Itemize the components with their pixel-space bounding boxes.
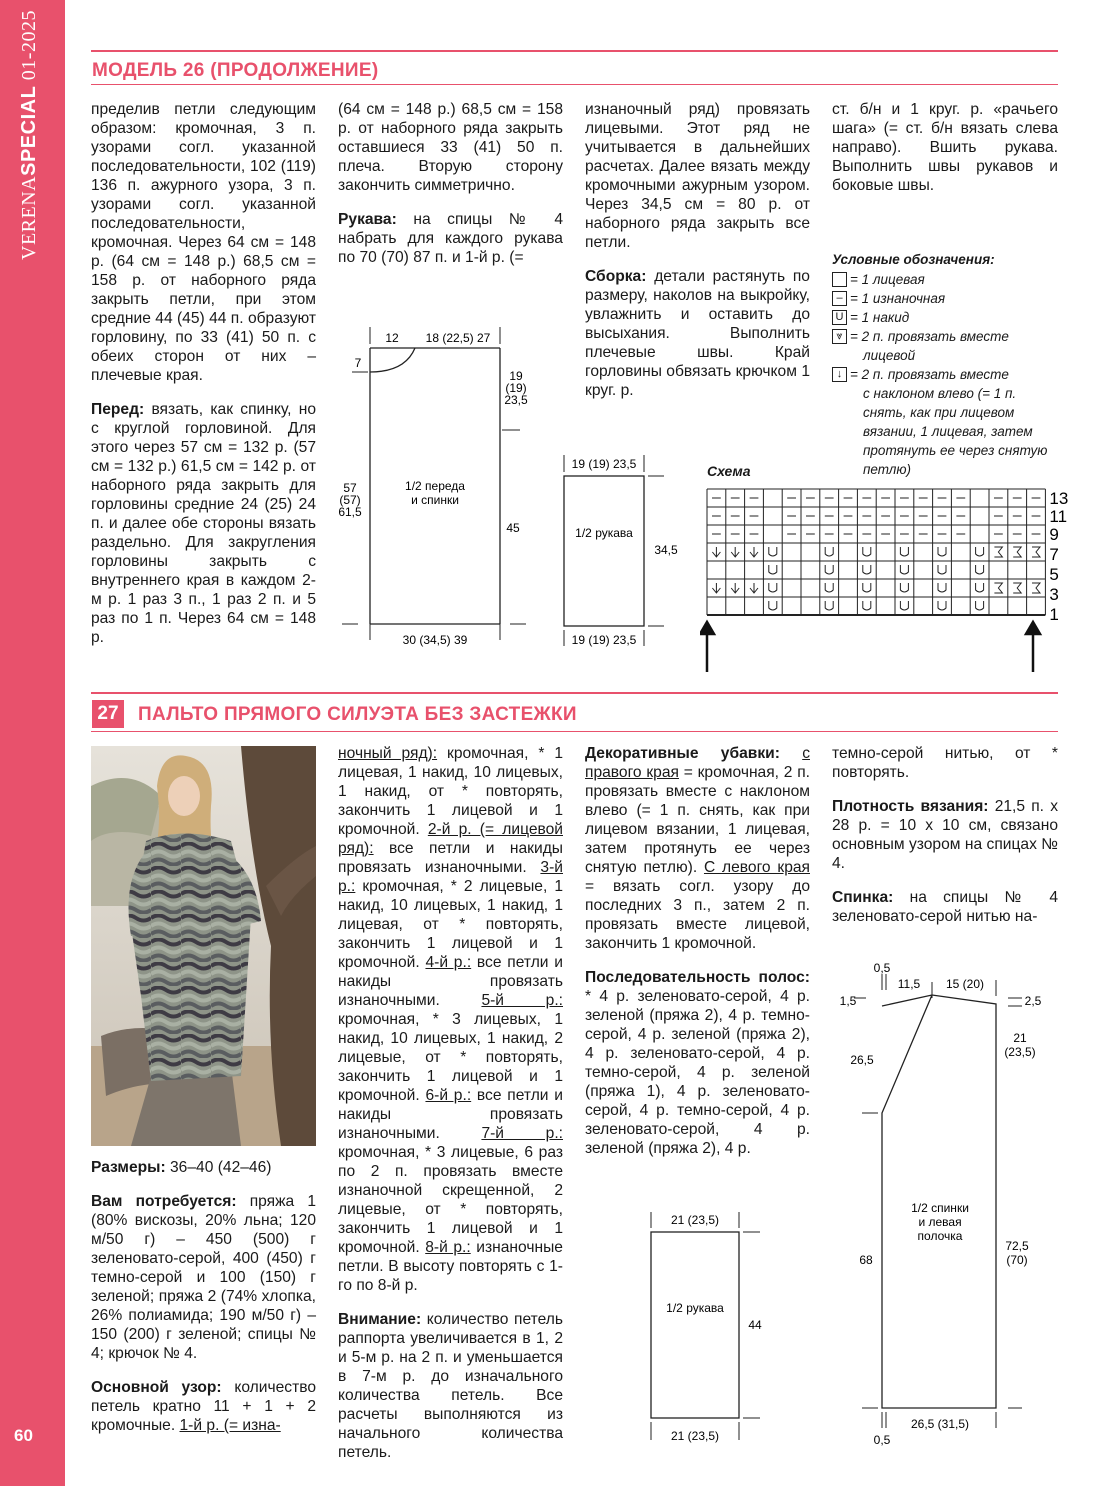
s2-column-3	[585, 744, 810, 1173]
piece-label-b: и спинки	[411, 493, 459, 507]
chart-row-label: 3	[1049, 585, 1059, 604]
piece-label-a: 1/2 переда	[405, 479, 465, 493]
dim-edge-bottom: 0,5	[873, 1433, 891, 1447]
dim-armhole-b: (19)	[505, 381, 527, 395]
s1-column-2	[338, 100, 563, 282]
back-paragraph: Спинка: на спицы № 4 зеленовато-серой нитью на-	[832, 889, 1058, 925]
section2-rule	[91, 692, 1058, 694]
dim-neck-width: 12	[385, 331, 399, 345]
finishing-text: ст. б/н и 1 круг. р. «рачьего шага» (= ст. б/н вязать слева направо). Вшить рукава. Выполнить швы рукавов и боковые швы.	[832, 101, 1058, 194]
schema-title: Схема	[707, 463, 751, 479]
coat-back-diagram	[836, 958, 1076, 1453]
s2-column-1	[91, 1158, 316, 1450]
dim-length-c: 61,5	[338, 505, 362, 519]
title-rule	[91, 84, 1058, 85]
section1-title: МОДЕЛЬ 26 (ПРОДОЛЖЕНИЕ)	[92, 60, 379, 81]
dim-coat-sleeve-top: 21 (23,5)	[670, 1213, 720, 1227]
knit-symbol-icon	[832, 272, 847, 287]
dim-coat-sleeve-length: 44	[748, 1318, 762, 1332]
s1-column-1	[91, 100, 316, 662]
dim-neck-back: 11,5	[897, 977, 921, 991]
dim-back-bottom: 26,5 (31,5)	[910, 1417, 970, 1431]
dim-length-a: 57	[343, 481, 357, 495]
s1-column-3	[585, 100, 810, 415]
stripe-end-text: темно-серой нитью, от * повторять.	[832, 745, 1058, 781]
legend-k2tog-cont: лицевой	[863, 348, 916, 363]
assembly-paragraph: Сборка: детали растянуть по размеру, наколов на выкройку, увлажнить и оставить до высыхания. Выполнить плечевые швы. Край горловины обвязать крючком 1 круг. р.	[585, 268, 810, 399]
dim-edge-top: 0,5	[873, 961, 891, 975]
attention-paragraph: Внимание: количество петель раппорта увеличивается в 1, 2 и 5-м р. на 2 п. и уменьшается в 7-м р. до изначального количества петель. Все расчеты выполняются из начального количества петель.	[338, 1311, 563, 1461]
k2tog-symbol-icon: ⩔	[832, 329, 847, 344]
symbol-legend	[832, 250, 1062, 479]
back-continued-text: пределив петли следующим образом: кромочная, 3 п. узорами согл. указанной последовательности, 102 (119) 136 п. ажурного узора, 3 п. узорами согл. указанной последовательности, кромочная. Через 64 см = 148 р. (64 см = 148 р.) 68,5 см = 158 р. от наборного ряда закрыть петли, при этом средние 44 (45) 44 п. образуют горловину, по 33 (41) 50 п. с обеих сторон от них – плечевые края.	[91, 101, 316, 384]
legend-purl: – = 1 изнаночная	[832, 289, 1062, 308]
s1-column-4	[832, 100, 1058, 210]
dim-sleeve-bottom: 19 (19) 23,5	[571, 633, 637, 647]
dim-armhole-back-b: (23,5)	[1004, 1045, 1036, 1059]
pattern-rows-paragraph: ночный ряд): кромочная, * 1 лицевая, 1 накид, 10 лицевых, 1 накид, от * повторять, закончить 1 лицевой и 1 кромочной. 2-й р. (= лицевой ряд): все петли и накиды провязать изнаночными. 3-й р.: кромочная, * 2 лицевые, 1 накид, 10 лицевых, 1 накид, 1 лицевая, от * повторять, закончить 1 лицевой и 1 кромочной. 4-й р.: все петли и накиды провязать изнаночными. 5-й р.: кромочная, * 3 лицевых, 1 накид, 10 лицевых, 1 накид, 2 лицевые, от * повторять, закончить 1 лицевой и 1 кромочной. 6-й р.: все петли и накиды провязать изнаночными. 7-й р.: кромочная, * 3 лицевые, 6 раз по 2 п. провязать вместе изнаночной скрещенной, 2 лицевые, от * повторять, закончить 1 лицевой и 1 кромочной. 8-й р.: изнаночные петли. В высоту повторять с 1-го по 8-й р.	[338, 745, 563, 1294]
dim-body-height: 45	[506, 521, 520, 535]
stripe-sequence-paragraph: Последовательность полос: * 4 р. зеленовато-серой, 4 р. зеленой (пряжа 2), 4 р. темно-серой, 4 р. зеленой (пряжа 2), 4 р. зеленовато-серой, 4 р. темно-серой, 4 р. зеленой (пряжа 1), 4 р. зеленовато-серой, 4 р. темно-серой, 4 р. зеленовато-серой, 4 р. зеленой (пряжа 2), 4 р.	[585, 969, 810, 1157]
legend-title: Условные обозначения:	[832, 252, 995, 267]
section2-title: ПАЛЬТО ПРЯМОГО СИЛУЭТА БЕЗ ЗАСТЕЖКИ	[138, 704, 577, 725]
dim-armhole-c: 23,5	[504, 393, 528, 407]
dim-sleeve-top: 19 (19) 23,5	[571, 457, 637, 471]
dim-neck-depth: 7	[354, 356, 362, 370]
dim-shoulder-slope: 2,5	[1024, 994, 1042, 1008]
coat-photo-illustration	[91, 746, 316, 1146]
legend-yarnover: U = 1 накид	[832, 308, 1062, 327]
chart-row-label: 1	[1049, 605, 1059, 624]
back-label-a: 1/2 спинки	[911, 1201, 969, 1215]
ssk-symbol-icon: ↓	[832, 367, 847, 382]
sleeve-label: 1/2 рукава	[575, 526, 633, 540]
legend-knit: = 1 лицевая	[832, 270, 1062, 289]
legend-ssk-cont2: снять, как при лицевом вязании, 1 лицевая, затем протянуть ее через снятую петлю)	[863, 405, 1048, 477]
model-number-badge: 27	[92, 700, 124, 728]
dim-shoulder-back: 15 (20)	[945, 977, 985, 991]
dim-neck-rise: 1,5	[839, 994, 857, 1008]
main-pattern-paragraph: Основной узор: количество петель кратно 11 + 1 + 2 кромочные. 1-й р. (= изна-	[91, 1379, 316, 1434]
dim-armhole-back-a: 21	[1013, 1031, 1027, 1045]
legend-ssk-cont1: с наклоном влево (= 1 п.	[863, 386, 1017, 401]
shoulder-text: (64 см = 148 р.) 68,5 см = 158 р. от наборного ряда закрыть оставшиеся 33 (41) 50 п. плеча. Вторую сторону закончить симметрично.	[338, 101, 563, 194]
dim-armhole-a: 19	[509, 369, 523, 383]
dim-back-length-a: 72,5	[1005, 1239, 1029, 1253]
dim-neckline-depth: 26,5	[850, 1053, 874, 1067]
chart-row-label: 13	[1049, 489, 1069, 508]
s2-column-2	[338, 744, 563, 1477]
decreases-paragraph: Декоративные убавки: с правого края = кромочная, 2 п. провязать вместе с наклоном влево (= 1 п. снять, как при лицевом вязании, 1 лицевая, затем протянуть ее через снятую петлю). С левого края = вязать согл. узору до последних 3 п., затем 2 п. провязать вместе лицевой, закончить 1 кромочной.	[585, 745, 810, 952]
dim-bottom-width: 30 (34,5) 39	[402, 633, 468, 647]
top-rule	[91, 50, 1058, 52]
legend-k2tog: ⩔ = 2 п. провязать вместе	[832, 327, 1062, 346]
stitch-chart	[700, 484, 1070, 679]
model-photo	[91, 746, 316, 1146]
section2-title-rule	[91, 731, 1058, 732]
dim-back-length-b: (70)	[1006, 1253, 1028, 1267]
materials-paragraph: Вам потребуется: пряжа 1 (80% вискозы, 20% льна; 120 м/50 г) – 450 (500) г зеленовато-серой, 400 (450) г темно-серой и 100 (150) г зеленой; пряжа 2 (74% хлопка, 26% полиамида; 190 м/50 г) – 150 (200) г зеленой; спицы № 4; крючок № 4.	[91, 1193, 317, 1362]
chart-row-label: 5	[1049, 565, 1059, 584]
dim-sleeve-length: 34,5	[654, 543, 678, 557]
dim-front-length: 68	[859, 1253, 873, 1267]
dim-length-b: (57)	[339, 493, 361, 507]
dim-shoulder-width: 18 (22,5) 27	[425, 331, 491, 345]
s2-column-4	[832, 744, 1058, 941]
gauge-paragraph: Плотность вязания: 21,5 п. х 28 р. = 10 х 10 см, связано основным узором на спицах № 4.	[832, 798, 1058, 872]
page-number: 60	[14, 1426, 33, 1445]
legend-ssk: ↓ = 2 п. провязать вместе	[832, 365, 1062, 384]
coat-sleeve-diagram	[630, 1208, 790, 1448]
sleeves-paragraph: Рукава: на спицы № 4 набрать для каждого рукава по 70 (70) 87 п. и 1-й р. (=	[338, 211, 563, 266]
purl-symbol-icon: –	[832, 291, 847, 306]
sidebar-stripe	[0, 0, 65, 1486]
coat-sleeve-label: 1/2 рукава	[666, 1301, 724, 1315]
front-paragraph: Перед: вязать, как спинку, но с круглой горловиной. Для этого через 57 см = 132 р. (57 см = 132 р.) 61,5 см = 142 р. от наборного ряда закрыть для горловины средние 24 (25) 24 п. и далее обе стороны вязать раздельно. Для закругления горловины закрыть с внутреннего края в каждом 2-м р. 1 раз 3 п., 1 раз 2 п. и 5 раз по 1 п. Через 64 см = 148 р.	[91, 401, 316, 646]
magazine-brand: VERENASPECIAL 01-2025	[18, 10, 40, 260]
yarnover-symbol-icon: U	[832, 310, 847, 325]
back-label-c: полочка	[917, 1229, 963, 1243]
sizes-paragraph: Размеры: 36–40 (42–46)	[91, 1159, 272, 1176]
front-back-diagram	[330, 322, 540, 652]
chart-row-label: 9	[1049, 525, 1059, 544]
chart-row-label: 7	[1049, 545, 1059, 564]
sleeve-diagram	[540, 450, 700, 655]
back-label-b: и левая	[918, 1215, 962, 1229]
chart-row-label: 11	[1049, 507, 1068, 526]
dim-coat-sleeve-bottom: 21 (23,5)	[670, 1429, 720, 1443]
purl-row-text: изнаночный ряд) провязать лицевыми. Этот ряд не учитывается в дальнейших расчетах. Далее вязать между кромочными ажурным узором. Через 34,5 см = 80 р. от наборного ряда закрыть все петли.	[585, 101, 810, 251]
